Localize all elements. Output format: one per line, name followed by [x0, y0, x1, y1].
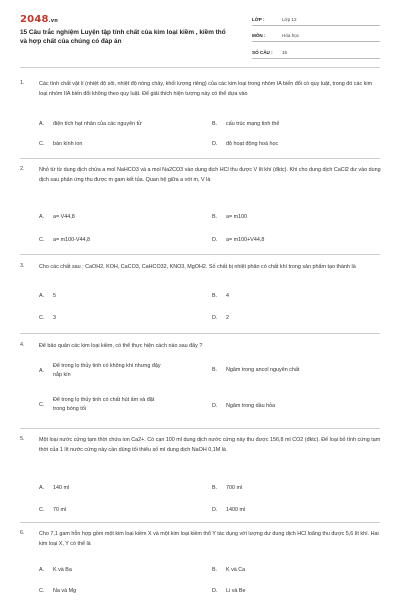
meta-label: LỚP :: [252, 16, 265, 22]
question-text: Để bảo quản các kim loại kiềm, có thể thực hiện cách nào sau đây ?: [39, 343, 203, 349]
meta-value: 15: [282, 49, 288, 55]
question-number: 3.: [20, 263, 25, 269]
option-letter: C.: [39, 401, 45, 408]
meta-value: Hóa học: [282, 33, 300, 39]
meta-label: MÔN :: [252, 33, 266, 39]
divider: [20, 254, 380, 255]
option-text: 1400 ml: [226, 507, 246, 513]
option-text: 3: [53, 315, 56, 321]
question-text: Cho 7,1 gam hỗn hợp gồm một kim loại kiềm X và một kim loại kiềm thổ Y tác dụng với lượng dư dung dịch HCl loãng thu được 5,6 lít khí. Hai kim loại X, Y có thể là: [39, 531, 379, 547]
option-text: bán kính ion: [53, 141, 83, 147]
option-text: cấu trúc mạng tinh thể: [226, 121, 280, 127]
option-text: a= V44,8: [53, 214, 75, 220]
option-text: Li và Be: [226, 588, 246, 594]
option-letter: D.: [212, 507, 218, 514]
option-letter: D.: [212, 315, 218, 322]
option-text: a= m100: [226, 214, 248, 220]
option-letter: B.: [212, 121, 218, 128]
option-b[interactable]: [212, 366, 299, 375]
option-text: Ngâm trong dầu hỏa: [226, 403, 276, 409]
option-letter: C.: [39, 237, 45, 244]
option-letter: B.: [212, 214, 218, 221]
option-d[interactable]: [212, 314, 229, 323]
divider: [20, 158, 380, 159]
option-text: a= m100+V44,8: [226, 237, 265, 243]
question-number: 2.: [20, 166, 25, 172]
logo-tld: .vn: [48, 18, 58, 24]
option-a[interactable]: [39, 362, 163, 379]
option-b[interactable]: [212, 213, 247, 222]
divider: [20, 333, 380, 334]
option-letter: B.: [212, 367, 218, 374]
logo-text: 2048: [20, 14, 49, 25]
option-a[interactable]: [39, 120, 142, 129]
option-c[interactable]: [39, 314, 56, 323]
question-number: 5.: [20, 436, 25, 442]
option-text: 70 ml: [53, 507, 67, 513]
option-d[interactable]: [212, 236, 264, 245]
option-a[interactable]: [39, 484, 69, 493]
option-text: 5: [53, 293, 56, 299]
option-letter: D.: [212, 588, 218, 595]
meta-row-count: [252, 47, 380, 59]
option-c[interactable]: [39, 236, 90, 245]
meta-label: SỐ CÂU :: [252, 49, 273, 55]
option-letter: C.: [39, 507, 45, 514]
header: [0, 0, 400, 62]
option-c[interactable]: [39, 506, 66, 515]
option-text: Để trong lọ thủy tinh có chất hút ẩm và đặt trong bóng tối: [53, 397, 155, 412]
question-number: 1.: [20, 80, 25, 86]
option-letter: D.: [212, 237, 218, 244]
meta-row-grade: [252, 14, 380, 26]
option-text: a= m100-V44,8: [53, 237, 91, 243]
option-text: 140 ml: [53, 485, 70, 491]
option-letter: A.: [39, 567, 45, 574]
option-letter: C.: [39, 141, 45, 148]
meta-panel: [252, 14, 380, 64]
divider: [20, 67, 380, 68]
option-text: K và Ba: [53, 567, 72, 573]
option-letter: A.: [39, 367, 45, 374]
question-text: Nhỏ từ từ dung dịch chứa a mol NaHCO3 và a mol Na2CO3 vào dung dịch HCl thu được V lít khí (đktc). Khi cho dung dịch CaCl2 dư vào dung dịch sau phản ứng thu được m gam kết tủa. Quan hệ giữa a với m, V là: [39, 167, 381, 183]
option-text: điện tích hạt nhân của các nguyên tử: [53, 121, 142, 127]
option-c[interactable]: [39, 587, 76, 596]
option-b[interactable]: [212, 120, 279, 129]
option-letter: B.: [212, 293, 218, 300]
option-text: Ngâm trong ancol nguyên chất: [226, 367, 300, 373]
option-b[interactable]: [212, 292, 229, 301]
divider: [20, 428, 380, 429]
option-d[interactable]: [212, 587, 245, 596]
option-a[interactable]: [39, 213, 75, 222]
option-letter: A.: [39, 121, 45, 128]
option-text: 2: [226, 315, 229, 321]
option-a[interactable]: [39, 566, 72, 575]
option-letter: B.: [212, 485, 218, 492]
option-text: K và Ca: [226, 567, 246, 573]
option-d[interactable]: [212, 506, 245, 515]
option-letter: B.: [212, 567, 218, 574]
option-a[interactable]: [39, 292, 56, 301]
option-c[interactable]: [39, 140, 82, 149]
option-d[interactable]: [212, 140, 278, 149]
option-letter: A.: [39, 485, 45, 492]
option-text: Để trong lọ thủy tinh có không khí nhưng đậy nắp kín: [53, 363, 161, 378]
option-letter: C.: [39, 315, 45, 322]
option-letter: A.: [39, 214, 45, 221]
option-letter: D.: [212, 141, 218, 148]
option-text: 700 ml: [226, 485, 243, 491]
option-text: Na và Mg: [53, 588, 77, 594]
page-title: 15 Câu trắc nghiệm Luyện tập tính chất của kim loại kiềm , kiềm thổ và hợp chất của chúng có đáp án: [20, 29, 226, 46]
option-letter: C.: [39, 588, 45, 595]
question-text: Cho các chất sau : CaOH2, KOH, CaCO3, CaHCO32, KNO3, MgOH2. Số chất bị nhiệt phân có chất khí trong sản phẩm tạo thành là: [39, 264, 356, 270]
question-number: 6.: [20, 530, 25, 536]
divider: [20, 522, 380, 523]
meta-row-subject: [252, 31, 380, 43]
option-letter: D.: [212, 403, 218, 410]
meta-value: Lớp 12: [282, 16, 297, 22]
question-number: 4.: [20, 342, 25, 348]
question-text: Một loại nước cứng tạm thời chứa ion Ca2+. Có cạn 100 ml dung dịch nước cứng này thu được 156,8 ml CO2 (đktc). Để loại bỏ tính cứng tạm thời của 1 lít nước cứng này cần dùng tối thiểu số ml dung dịch NaOH 0,1M là: [39, 437, 381, 453]
option-letter: A.: [39, 293, 45, 300]
option-text: 4: [226, 293, 229, 299]
option-c[interactable]: [39, 396, 163, 413]
question-text: Các tính chất vật lí (nhiệt độ sôi, nhiệt độ nóng chảy, khối lượng riêng) của các kim loại trong nhóm IA biến đổi có quy luật, trong đó các kim loại nhóm IIA biến đổi không theo quy luật. Để giải thích hiện tượng này có thể dựa vào: [39, 81, 373, 97]
option-b[interactable]: [212, 566, 245, 575]
option-d[interactable]: [212, 402, 275, 411]
option-b[interactable]: [212, 484, 242, 493]
option-text: độ hoạt động hoá học: [226, 141, 279, 147]
